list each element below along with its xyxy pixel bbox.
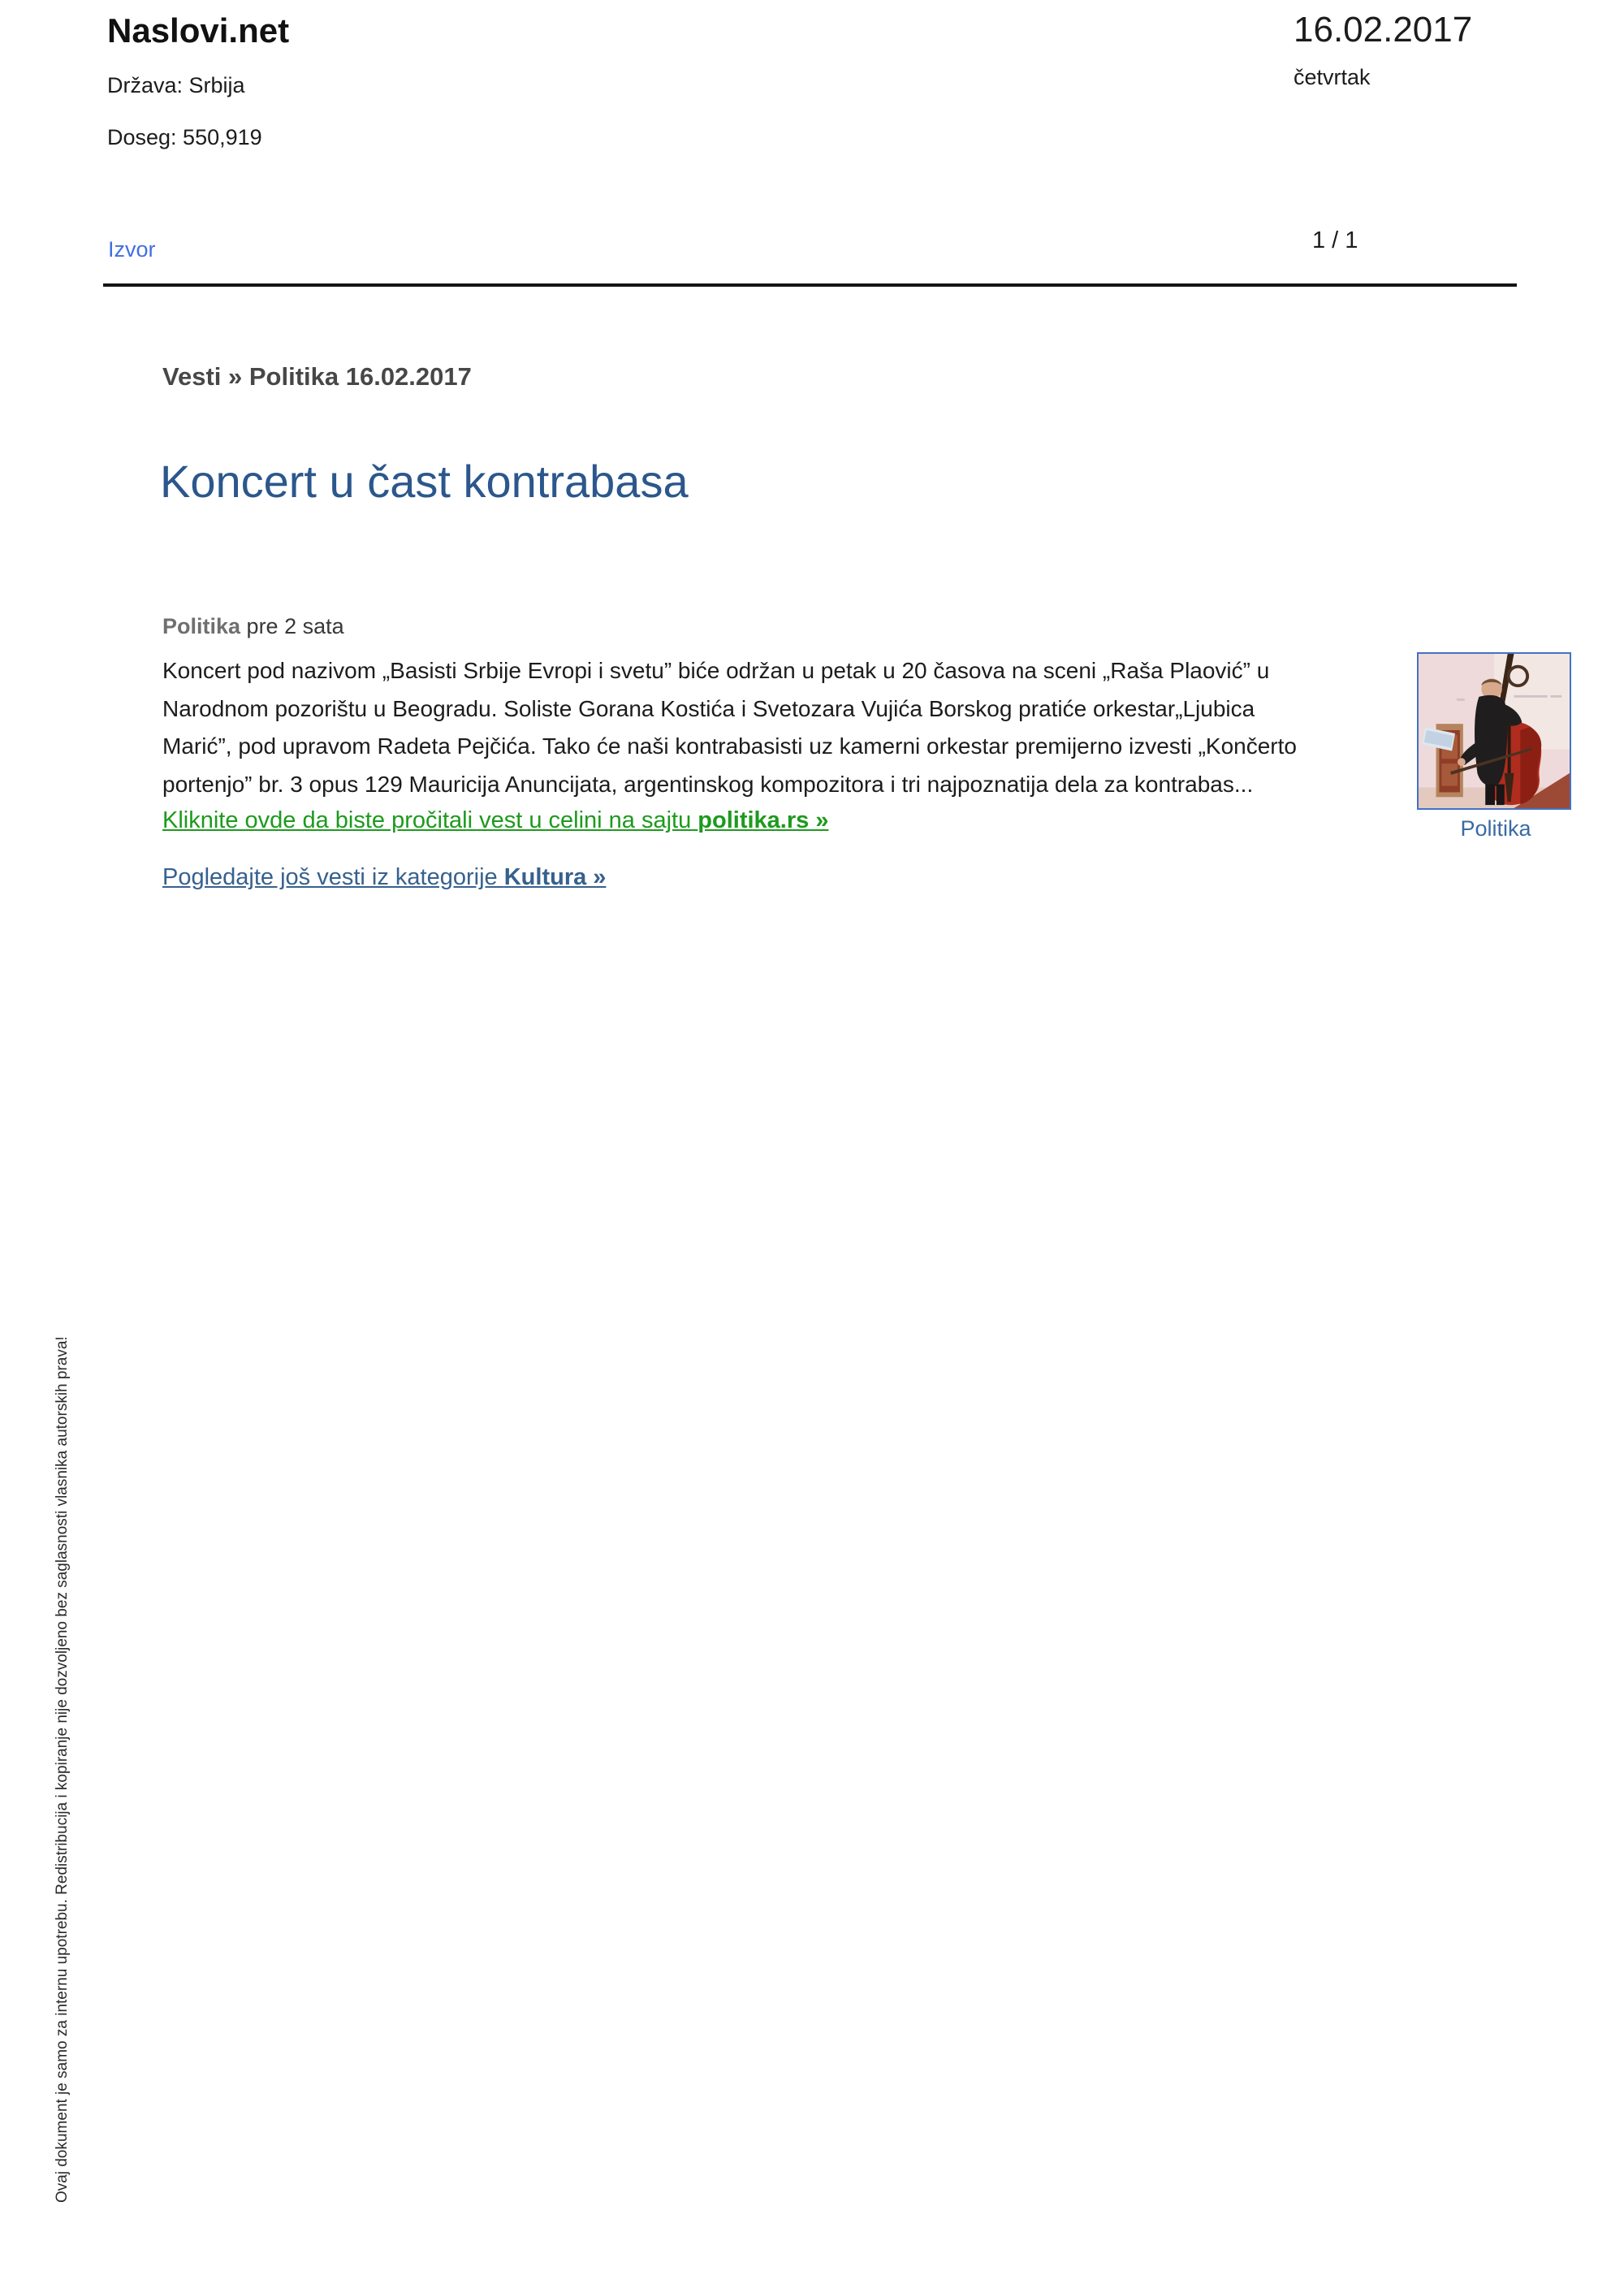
header-divider xyxy=(103,283,1517,287)
site-name: Naslovi.net xyxy=(107,11,290,50)
copyright-note: Ovaj dokument je samo za internu upotrebu. Redistribucija i kopiranje nije dozvoljeno bez saglasnosti vlasnika autorskih prava! xyxy=(54,1336,71,2203)
body-line: Narodnom pozorištu u Beogradu. Soliste Gorana Kostića i Svetozara Vujića Borskog pratiće orkestar„Ljubica xyxy=(162,695,1255,721)
breadcrumb: Vesti » Politika 16.02.2017 xyxy=(162,362,472,391)
read-full-article-link-site: politika.rs » xyxy=(698,807,829,833)
body-line: portenjo” br. 3 opus 129 Mauricija Anuncijata, argentinskog kompozitora i tri najpoznatija dela za kontrabas... xyxy=(162,771,1254,797)
article-photo-block xyxy=(1417,652,1574,841)
clipping-weekday: četvrtak xyxy=(1294,65,1371,89)
read-full-article-link-text: Kliknite ovde da biste pročitali vest u celini na sajtu xyxy=(162,807,698,833)
category-link-text: Pogledajte još vesti iz kategorije xyxy=(162,864,504,890)
body-line: Marić”, pod upravom Radeta Pejčića. Tako će naši kontrabasisti uz kamerni orkestar premijerno izvesti „Končerto xyxy=(162,733,1297,759)
article-source: Politika xyxy=(162,614,241,638)
photo-caption-link[interactable]: Politika xyxy=(1460,816,1531,841)
page-indicator: 1 / 1 xyxy=(1312,227,1358,253)
reach-label: Doseg: 550,919 xyxy=(107,125,262,149)
article-time-ago: pre 2 sata xyxy=(246,614,344,638)
body-line: Koncert pod nazivom „Basisti Srbije Evropi i svetu” biće održan u petak u 20 časova na sceni „Raša Plaović” u xyxy=(162,658,1270,683)
category-link-category: Kultura » xyxy=(503,864,607,890)
source-link[interactable]: Izvor xyxy=(108,237,156,262)
article-body xyxy=(162,652,1297,803)
article-title: Koncert u čast kontrabasa xyxy=(160,456,689,507)
clipping-date: 16.02.2017 xyxy=(1294,10,1473,50)
article-meta xyxy=(162,614,344,639)
category-link[interactable] xyxy=(162,864,606,891)
article-photo[interactable] xyxy=(1417,652,1571,810)
country-label: Država: Srbija xyxy=(107,73,245,97)
read-full-article-link[interactable] xyxy=(162,807,828,834)
